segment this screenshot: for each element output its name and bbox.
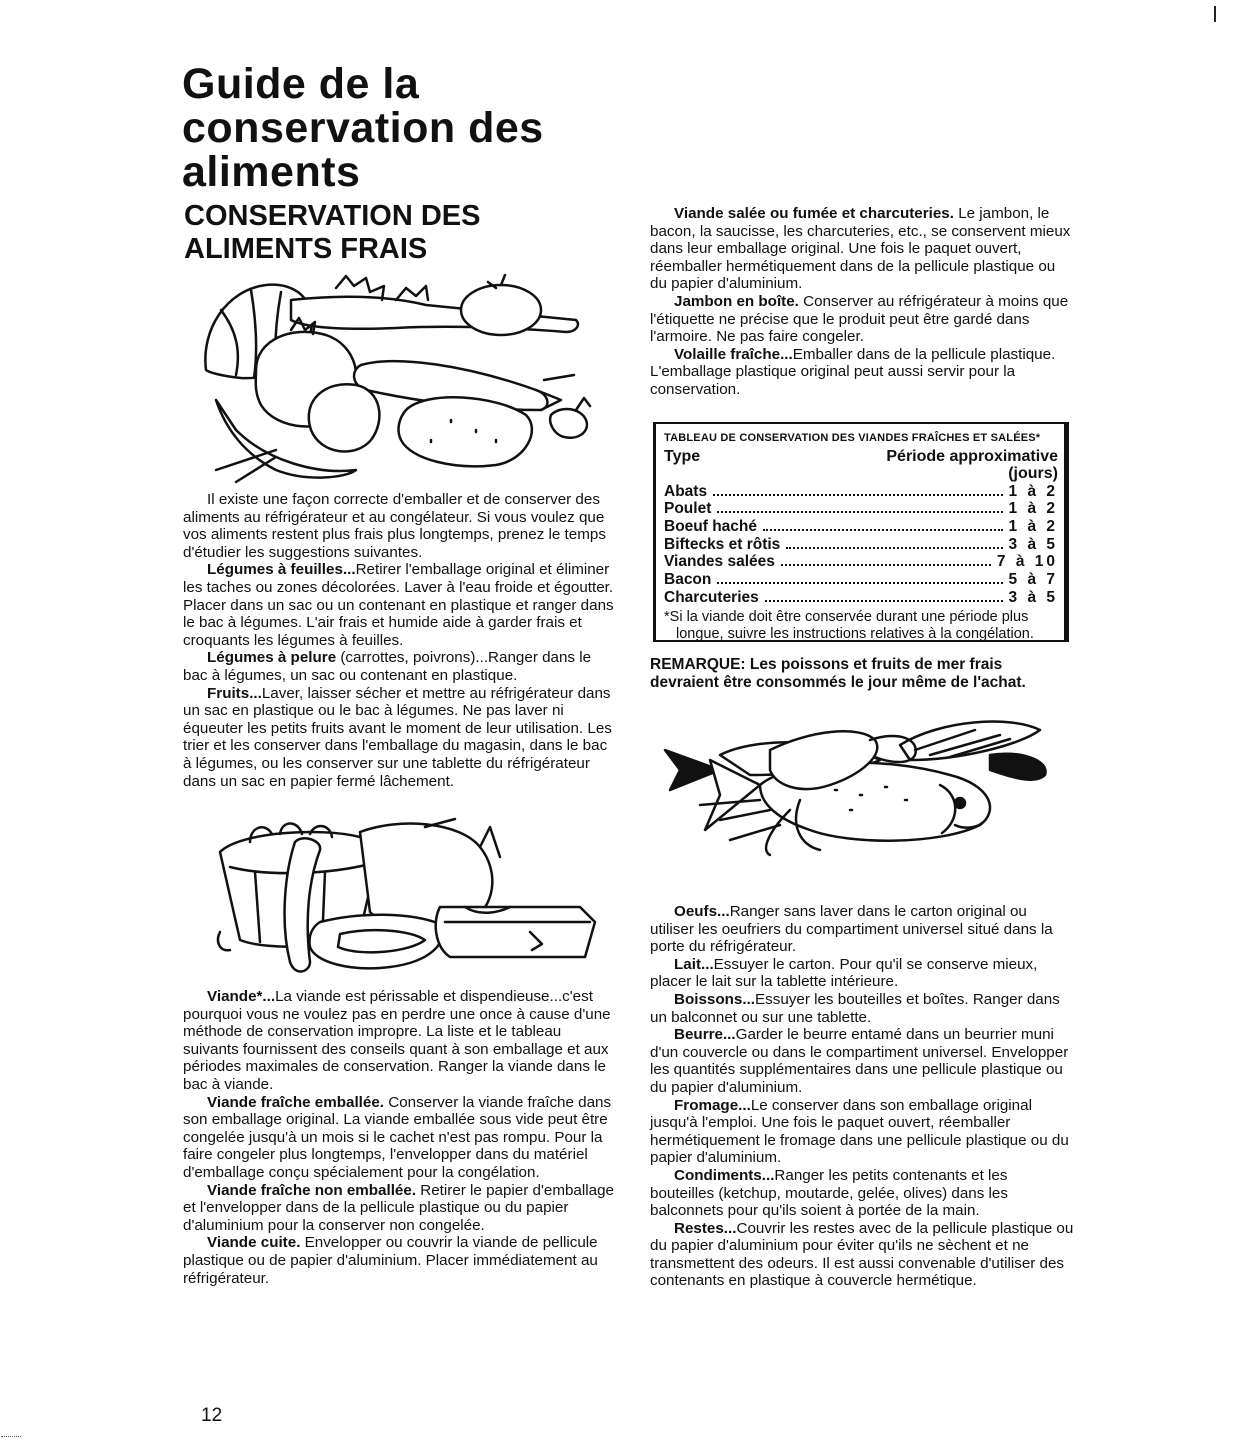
dot-leader bbox=[713, 494, 1002, 496]
paragraph bbox=[183, 1182, 615, 1235]
paragraph-text: Le conserver dans son emballage original jusqu'à l'emploi. Une fois le paquet ouvert, réemballer hermétiquement le fromage dans une pellicule plastique ou du papier d'aluminium. bbox=[650, 1096, 1069, 1167]
paragraph bbox=[183, 649, 615, 684]
row-value: 3 à 5 bbox=[1008, 535, 1058, 553]
table-footnote: *Si la viande doit être conservée durant une période plus bbox=[664, 609, 1029, 626]
storage-table bbox=[653, 422, 1069, 642]
paragraph bbox=[650, 956, 1074, 991]
paragraph-heading: Fromage... bbox=[674, 1096, 751, 1114]
paragraph-heading: Viande*... bbox=[207, 988, 276, 1005]
paragraph-text: Garder le beurre entamé dans un beurrier muni d'un couvercle ou dans le compartiment universel. Envelopper les quantités supplémentaires dans une pellicule plastique ou du papier d'aluminium. bbox=[650, 1026, 1069, 1096]
table-row bbox=[664, 500, 1058, 518]
cured-meat-text bbox=[650, 205, 1074, 399]
paragraph-text: (carrottes, poivrons)...Ranger dans le bac à légumes, un sac ou contenant en plastique. bbox=[183, 649, 592, 684]
dot-leader bbox=[781, 564, 991, 566]
table-row bbox=[664, 536, 1058, 554]
paragraph-text: Le jambon, le bacon, la saucisse, les charcuteries, etc., se conservent mieux dans leur emballage original. Une fois le paquet ouvert, réemballer hermétiquement dans de la pellicule plastique ou du papier d'aluminium. bbox=[650, 205, 1071, 293]
row-value: 3 à 5 bbox=[1008, 588, 1058, 606]
paragraph-text: Emballer dans de la pellicule plastique. L'emballage plastique original peut aussi servir pour la conservation. bbox=[650, 345, 1056, 398]
paragraph-heading: Beurre... bbox=[674, 1026, 736, 1044]
paragraph-heading: Restes... bbox=[674, 1219, 737, 1237]
fresh-food-text bbox=[183, 491, 615, 790]
paragraph-text: Essuyer le carton. Pour qu'il se conserve mieux, placer le lait sur la tablette intérieure. bbox=[650, 955, 1038, 991]
table-row bbox=[664, 589, 1058, 607]
paragraph-heading: Légumes à pelure bbox=[207, 649, 337, 667]
row-value: 1 à 2 bbox=[1008, 500, 1058, 518]
row-value: 1 à 2 bbox=[1008, 517, 1058, 535]
paragraph bbox=[183, 1094, 615, 1182]
paragraph-heading: Lait... bbox=[674, 955, 714, 973]
dot-leader bbox=[717, 582, 1002, 584]
paragraph bbox=[650, 991, 1074, 1026]
paragraph-heading: Viande salée ou fumée et charcuteries. bbox=[674, 205, 954, 222]
paragraph-heading: Volaille fraîche... bbox=[674, 345, 793, 363]
paragraph bbox=[650, 346, 1074, 399]
vegetables-illustration bbox=[196, 270, 596, 485]
paragraph-heading: Viande cuite. bbox=[207, 1234, 301, 1252]
meat-illustration bbox=[210, 812, 610, 982]
paragraph bbox=[650, 1167, 1074, 1220]
paragraph-text: Conserver au réfrigérateur à moins que l'étiquette ne précise que le produit peut être gardé dans l'armoire. Ne pas faire congeler. bbox=[650, 292, 1069, 346]
dot-leader bbox=[717, 511, 1002, 513]
dot-leader bbox=[786, 547, 1002, 549]
paragraph-text: Ranger sans laver dans le carton original ou utiliser les oeufriers du compartiment universel situé dans la porte du réfrigérateur. bbox=[650, 903, 1053, 956]
paragraph-heading: Oeufs... bbox=[674, 903, 730, 920]
paragraph-text: Laver, laisser sécher et mettre au réfrigérateur dans un sac en plastique ou le bac à légumes. Ne pas laver ni équeuter les petits fruits avant le moment de leur utilisation. Les trier et les conserver dans l'emballage du magasin, dans le bac à légumes, ou les conserver sur une tablette du réfrigérateur dans un sac en papier fermé lâchement. bbox=[183, 684, 612, 790]
paragraph-heading: Boissons... bbox=[674, 990, 756, 1008]
paragraph bbox=[183, 561, 615, 649]
row-label: Abats bbox=[664, 482, 708, 500]
table-row bbox=[664, 518, 1058, 536]
crop-mark-top bbox=[1214, 6, 1216, 22]
dot-leader bbox=[763, 529, 1003, 531]
paragraph-text: Retirer l'emballage original et éliminer les taches ou zones décolorées. Laver à l'eau froide et égoutter. Placer dans un sac ou un contenant en plastique et ranger dans le bac à légumes. L'air frais et humide aide à garder frais et croquants les légumes à feuilles. bbox=[183, 561, 614, 649]
paragraph bbox=[650, 205, 1074, 293]
paragraph-text: Envelopper ou couvrir la viande de pellicule plastique ou de papier d'aluminium. Placer immédiatement au réfrigérateur. bbox=[183, 1234, 598, 1287]
section-heading: CONSERVATION DES ALIMENTS FRAIS bbox=[184, 200, 481, 265]
paragraph bbox=[183, 1234, 615, 1287]
paragraph bbox=[650, 1026, 1074, 1096]
table-row bbox=[664, 553, 1058, 571]
page-title: Guide de la conservation des aliments bbox=[182, 60, 544, 196]
paragraph-heading: Viande fraîche emballée. bbox=[207, 1093, 384, 1111]
page-number: 12 bbox=[201, 1405, 223, 1426]
row-value: 1 à 2 bbox=[1008, 482, 1058, 500]
paragraph-text: Ranger les petits contenants et les bouteilles (ketchup, moutarde, gelée, olives) dans les balconnets pour qu'ils soient à portée de la main. bbox=[650, 1166, 1008, 1220]
table-row bbox=[664, 483, 1058, 501]
paragraph bbox=[183, 988, 615, 1094]
remark-note: REMARQUE: Les poissons et fruits de mer frais devraient être consommés le jour même de l'achat. bbox=[650, 656, 1026, 691]
paragraph bbox=[650, 293, 1074, 346]
paragraph-heading: Condiments... bbox=[674, 1166, 775, 1184]
table-heading: TABLEAU DE CONSERVATION DES VIANDES FRAÎCHES ET SALÉES* bbox=[664, 432, 1041, 444]
crop-mark-bottom bbox=[1, 1436, 21, 1437]
table-row bbox=[664, 571, 1058, 589]
row-label: Viandes salées bbox=[664, 553, 775, 571]
paragraph bbox=[650, 1220, 1074, 1290]
row-label: Biftecks et rôtis bbox=[664, 535, 781, 553]
row-label: Charcuteries bbox=[664, 588, 759, 606]
column-header-period: Période approximative bbox=[886, 447, 1058, 465]
paragraph bbox=[650, 903, 1074, 956]
dot-leader bbox=[765, 600, 1003, 602]
row-label: Boeuf haché bbox=[664, 517, 758, 535]
row-label: Bacon bbox=[664, 571, 712, 589]
paragraph-text: Couvrir les restes avec de la pellicule plastique ou du papier d'aluminium pour éviter qu'ils ne sèchent et ne transmettent des odeurs. Il est aussi convenable d'utiliser des contenants en plastique à couvercle hermétique. bbox=[650, 1219, 1074, 1290]
paragraph bbox=[650, 1097, 1074, 1167]
table-header-row bbox=[664, 448, 1058, 466]
dairy-other-text bbox=[650, 903, 1074, 1290]
row-value: 7 à 10 bbox=[996, 553, 1058, 571]
paragraph-heading: Fruits... bbox=[207, 684, 262, 702]
meat-text bbox=[183, 988, 615, 1287]
column-unit: (jours) bbox=[1008, 465, 1058, 482]
paragraph-text: Conserver la viande fraîche dans son emballage original. La viande emballée sous vide peut être congelée jusqu'à un mois si le cachet n'est pas rompu. Pour la faire congeler plus longtemps, l'envelopper dans du matériel d'emballage conçu spécialement pour la congélation. bbox=[183, 1093, 612, 1181]
row-label: Poulet bbox=[664, 500, 712, 518]
paragraph-text: Essuyer les bouteilles et boîtes. Ranger dans un balconnet ou sur une tablette. bbox=[650, 990, 1060, 1026]
paragraph-heading: Légumes à feuilles... bbox=[207, 561, 356, 579]
seafood-illustration bbox=[660, 715, 1060, 860]
paragraph-text: Retirer le papier d'emballage et l'envelopper dans de la pellicule plastique ou du papier d'aluminium pour la conserver non congelée. bbox=[183, 1181, 614, 1234]
table-footnote-continued: longue, suivre les instructions relatives à la congélation. bbox=[676, 626, 1034, 643]
row-value: 5 à 7 bbox=[1008, 571, 1058, 589]
column-header-type: Type bbox=[664, 447, 701, 465]
paragraph bbox=[183, 685, 615, 791]
paragraph-heading: Viande fraîche non emballée. bbox=[207, 1181, 417, 1199]
paragraph-text: La viande est périssable et dispendieuse...c'est pourquoi vous ne voulez pas en perdre une once à cause d'une méthode de conservation impropre. La liste et le tableau suivants fournissent des conseils quant à son emballage et aux périodes maximales de conservation. Ranger la viande dans le bac à viande. bbox=[183, 988, 611, 1093]
paragraph-heading: Jambon en boîte. bbox=[674, 292, 799, 310]
paragraph: Il existe une façon correcte d'emballer et de conserver des aliments au réfrigérateur et au congélateur. Si vous voulez que vos aliments restent plus frais plus longtemps, prenez le temps d'étudier les suggestions suivantes. bbox=[183, 491, 606, 561]
